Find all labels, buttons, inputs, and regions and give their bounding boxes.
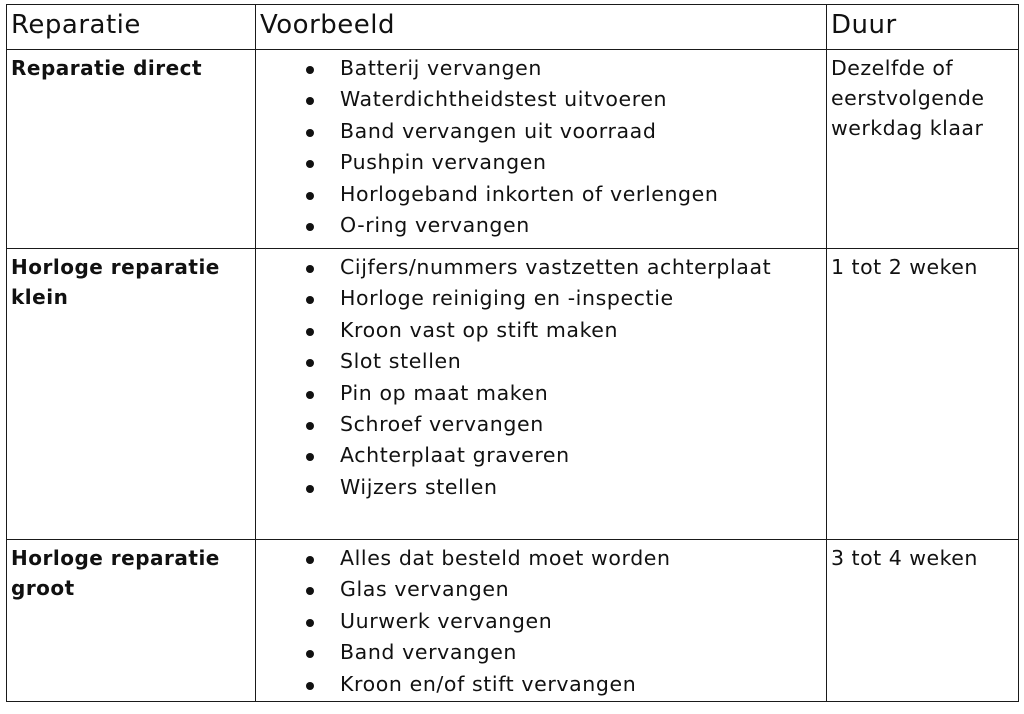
list-item [260, 210, 822, 241]
bullet-icon [306, 97, 314, 105]
table-row [7, 540, 1019, 702]
example-text: Wijzers stellen [340, 474, 498, 499]
example-text: Pushpin vervangen [340, 150, 547, 175]
list-item [260, 574, 822, 605]
examples-cell [256, 50, 827, 249]
list-item [260, 346, 822, 377]
list-item [260, 84, 822, 115]
examples-cell [256, 249, 827, 540]
duration-text: 3 tot 4 weken [831, 546, 978, 570]
example-text: Alles dat besteld moet worden [340, 546, 671, 570]
example-text: Band vervangen [340, 640, 518, 665]
bullet-icon [306, 359, 314, 367]
list-item [260, 147, 822, 178]
category-cell [7, 249, 256, 540]
category-cell [7, 540, 256, 702]
list-item [260, 378, 822, 409]
example-text: Uurwerk vervangen [340, 608, 553, 633]
bullet-icon [306, 223, 314, 231]
header-voorbeeld: Voorbeeld [256, 5, 827, 50]
example-text: Schroef vervangen [340, 412, 544, 437]
example-text: Cijfers/nummers vastzetten achterplaat [340, 255, 772, 279]
list-item [260, 440, 822, 471]
example-text: Batterij vervangen [340, 56, 542, 80]
examples-list [260, 540, 822, 700]
list-item [260, 606, 822, 637]
header-duur: Duur [827, 5, 1019, 50]
example-text: Horloge reiniging en -inspectie [340, 286, 674, 311]
example-text: Kroon vast op stift maken [340, 317, 619, 342]
example-text: Achterplaat graveren [340, 443, 570, 468]
list-item [260, 116, 822, 147]
list-item [260, 283, 822, 314]
bullet-icon [306, 682, 314, 690]
bullet-icon [306, 619, 314, 627]
bullet-icon [306, 160, 314, 168]
list-item [260, 543, 822, 574]
example-text: Band vervangen uit voorraad [340, 118, 657, 143]
category-cell [7, 50, 256, 249]
examples-list [260, 50, 822, 241]
examples-cell [256, 540, 827, 702]
example-text: Waterdichtheidstest uitvoeren [340, 87, 668, 112]
bullet-icon [306, 129, 314, 137]
list-item [260, 252, 822, 283]
bullet-icon [306, 66, 314, 74]
category-name: Horloge reparatie groot [11, 546, 220, 600]
header-reparatie: Reparatie [7, 5, 256, 50]
bullet-icon [306, 556, 314, 564]
bullet-icon [306, 650, 314, 658]
bullet-icon [306, 328, 314, 336]
table-row [7, 249, 1019, 540]
bullet-icon [306, 391, 314, 399]
bullet-icon [306, 265, 314, 273]
duration-cell [827, 50, 1019, 249]
example-text: O-ring vervangen [340, 213, 530, 238]
example-text: Slot stellen [340, 349, 462, 374]
bullet-icon [306, 422, 314, 430]
list-item [260, 53, 822, 84]
bullet-icon [306, 192, 314, 200]
bullet-icon [306, 296, 314, 304]
example-text: Kroon en/of stift vervangen [340, 671, 637, 696]
category-name: Reparatie direct [11, 56, 203, 80]
duration-text: 1 tot 2 weken [831, 255, 978, 279]
bullet-icon [306, 453, 314, 461]
bullet-icon [306, 485, 314, 493]
examples-list [260, 249, 822, 503]
list-item [260, 669, 822, 700]
bullet-icon [306, 587, 314, 595]
duration-cell [827, 249, 1019, 540]
list-item [260, 409, 822, 440]
example-text: Glas vervangen [340, 577, 510, 602]
list-item [260, 179, 822, 210]
list-item [260, 315, 822, 346]
duration-cell [827, 540, 1019, 702]
table-row [7, 50, 1019, 249]
list-item [260, 472, 822, 503]
example-text: Pin op maat maken [340, 380, 549, 405]
list-item [260, 637, 822, 668]
header-row [7, 5, 1019, 50]
repair-table [6, 4, 1019, 702]
category-name: Horloge reparatie klein [11, 255, 220, 309]
duration-text: Dezelfde of eerstvolgende werkdag klaar [831, 56, 985, 140]
example-text: Horlogeband inkorten of verlengen [340, 181, 719, 206]
